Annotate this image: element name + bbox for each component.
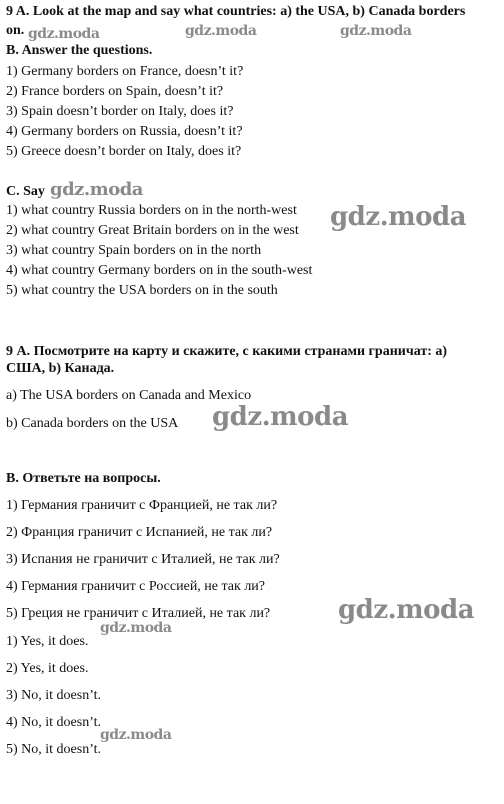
- ru-answer-b-2: 2) Yes, it does.: [6, 661, 89, 676]
- watermark-logo: gdz.moda: [185, 23, 257, 39]
- watermark-logo: gdz.moda: [50, 179, 143, 200]
- ru-answer-a-2: b) Canada borders on the USA: [6, 416, 179, 431]
- task-b-heading: B. Answer the questions.: [6, 43, 153, 58]
- question-3: 3) Spain doesn’t border on Italy, does it?: [6, 104, 234, 119]
- say-item-4: 4) what country Germany borders on in the south-west: [6, 263, 313, 278]
- ru-question-2: 2) Франция граничит с Испанией, не так ли?: [6, 525, 273, 540]
- ru-question-4: 4) Германия граничит с Россией, не так ли?: [6, 579, 266, 594]
- ru-task-a-heading-line1: 9 А. Посмотрите на карту и скажите, с какими странами граничат: а): [6, 344, 448, 359]
- question-5: 5) Greece doesn’t border on Italy, does it?: [6, 144, 242, 159]
- say-item-3: 3) what country Spain borders on in the north: [6, 243, 262, 258]
- watermark-logo: gdz.moda: [330, 202, 467, 232]
- watermark-logo: gdz.moda: [340, 23, 412, 39]
- say-item-5: 5) what country the USA borders on in the south: [6, 283, 278, 298]
- ru-answer-b-1: 1) Yes, it does.: [6, 634, 89, 649]
- question-4: 4) Germany borders on Russia, doesn’t it?: [6, 124, 243, 139]
- ru-task-a-heading-line2: США, b) Канада.: [6, 361, 115, 376]
- ru-question-5: 5) Греция не граничит с Италией, не так ли?: [6, 606, 271, 621]
- ru-question-3: 3) Испания не граничит с Италией, не так ли?: [6, 552, 280, 567]
- ru-answer-b-5: 5) No, it doesn’t.: [6, 742, 102, 757]
- watermark-logo: gdz.moda: [28, 26, 100, 42]
- ru-answer-b-4: 4) No, it doesn’t.: [6, 715, 102, 730]
- task-c-heading: C. Say: [6, 184, 45, 199]
- watermark-logo: gdz.moda: [100, 727, 172, 743]
- say-item-1: 1) what country Russia borders on in the north-west: [6, 203, 297, 218]
- question-1: 1) Germany borders on France, doesn’t it?: [6, 64, 244, 79]
- task-a-heading-line2: on.: [6, 23, 25, 38]
- watermark-logo: gdz.moda: [338, 595, 475, 625]
- say-item-2: 2) what country Great Britain borders on in the west: [6, 223, 299, 238]
- ru-question-1: 1) Германия граничит с Францией, не так ли?: [6, 498, 278, 513]
- watermark-logo: gdz.moda: [100, 620, 172, 636]
- ru-answer-a-1: a) The USA borders on Canada and Mexico: [6, 388, 252, 403]
- question-2: 2) France borders on Spain, doesn’t it?: [6, 84, 224, 99]
- ru-answer-b-3: 3) No, it doesn’t.: [6, 688, 102, 703]
- task-a-heading-line1: 9 A. Look at the map and say what countries: a) the USA, b) Canada borders: [6, 4, 466, 19]
- ru-task-b-heading: В. Ответьте на вопросы.: [6, 471, 161, 486]
- watermark-logo: gdz.moda: [212, 402, 349, 432]
